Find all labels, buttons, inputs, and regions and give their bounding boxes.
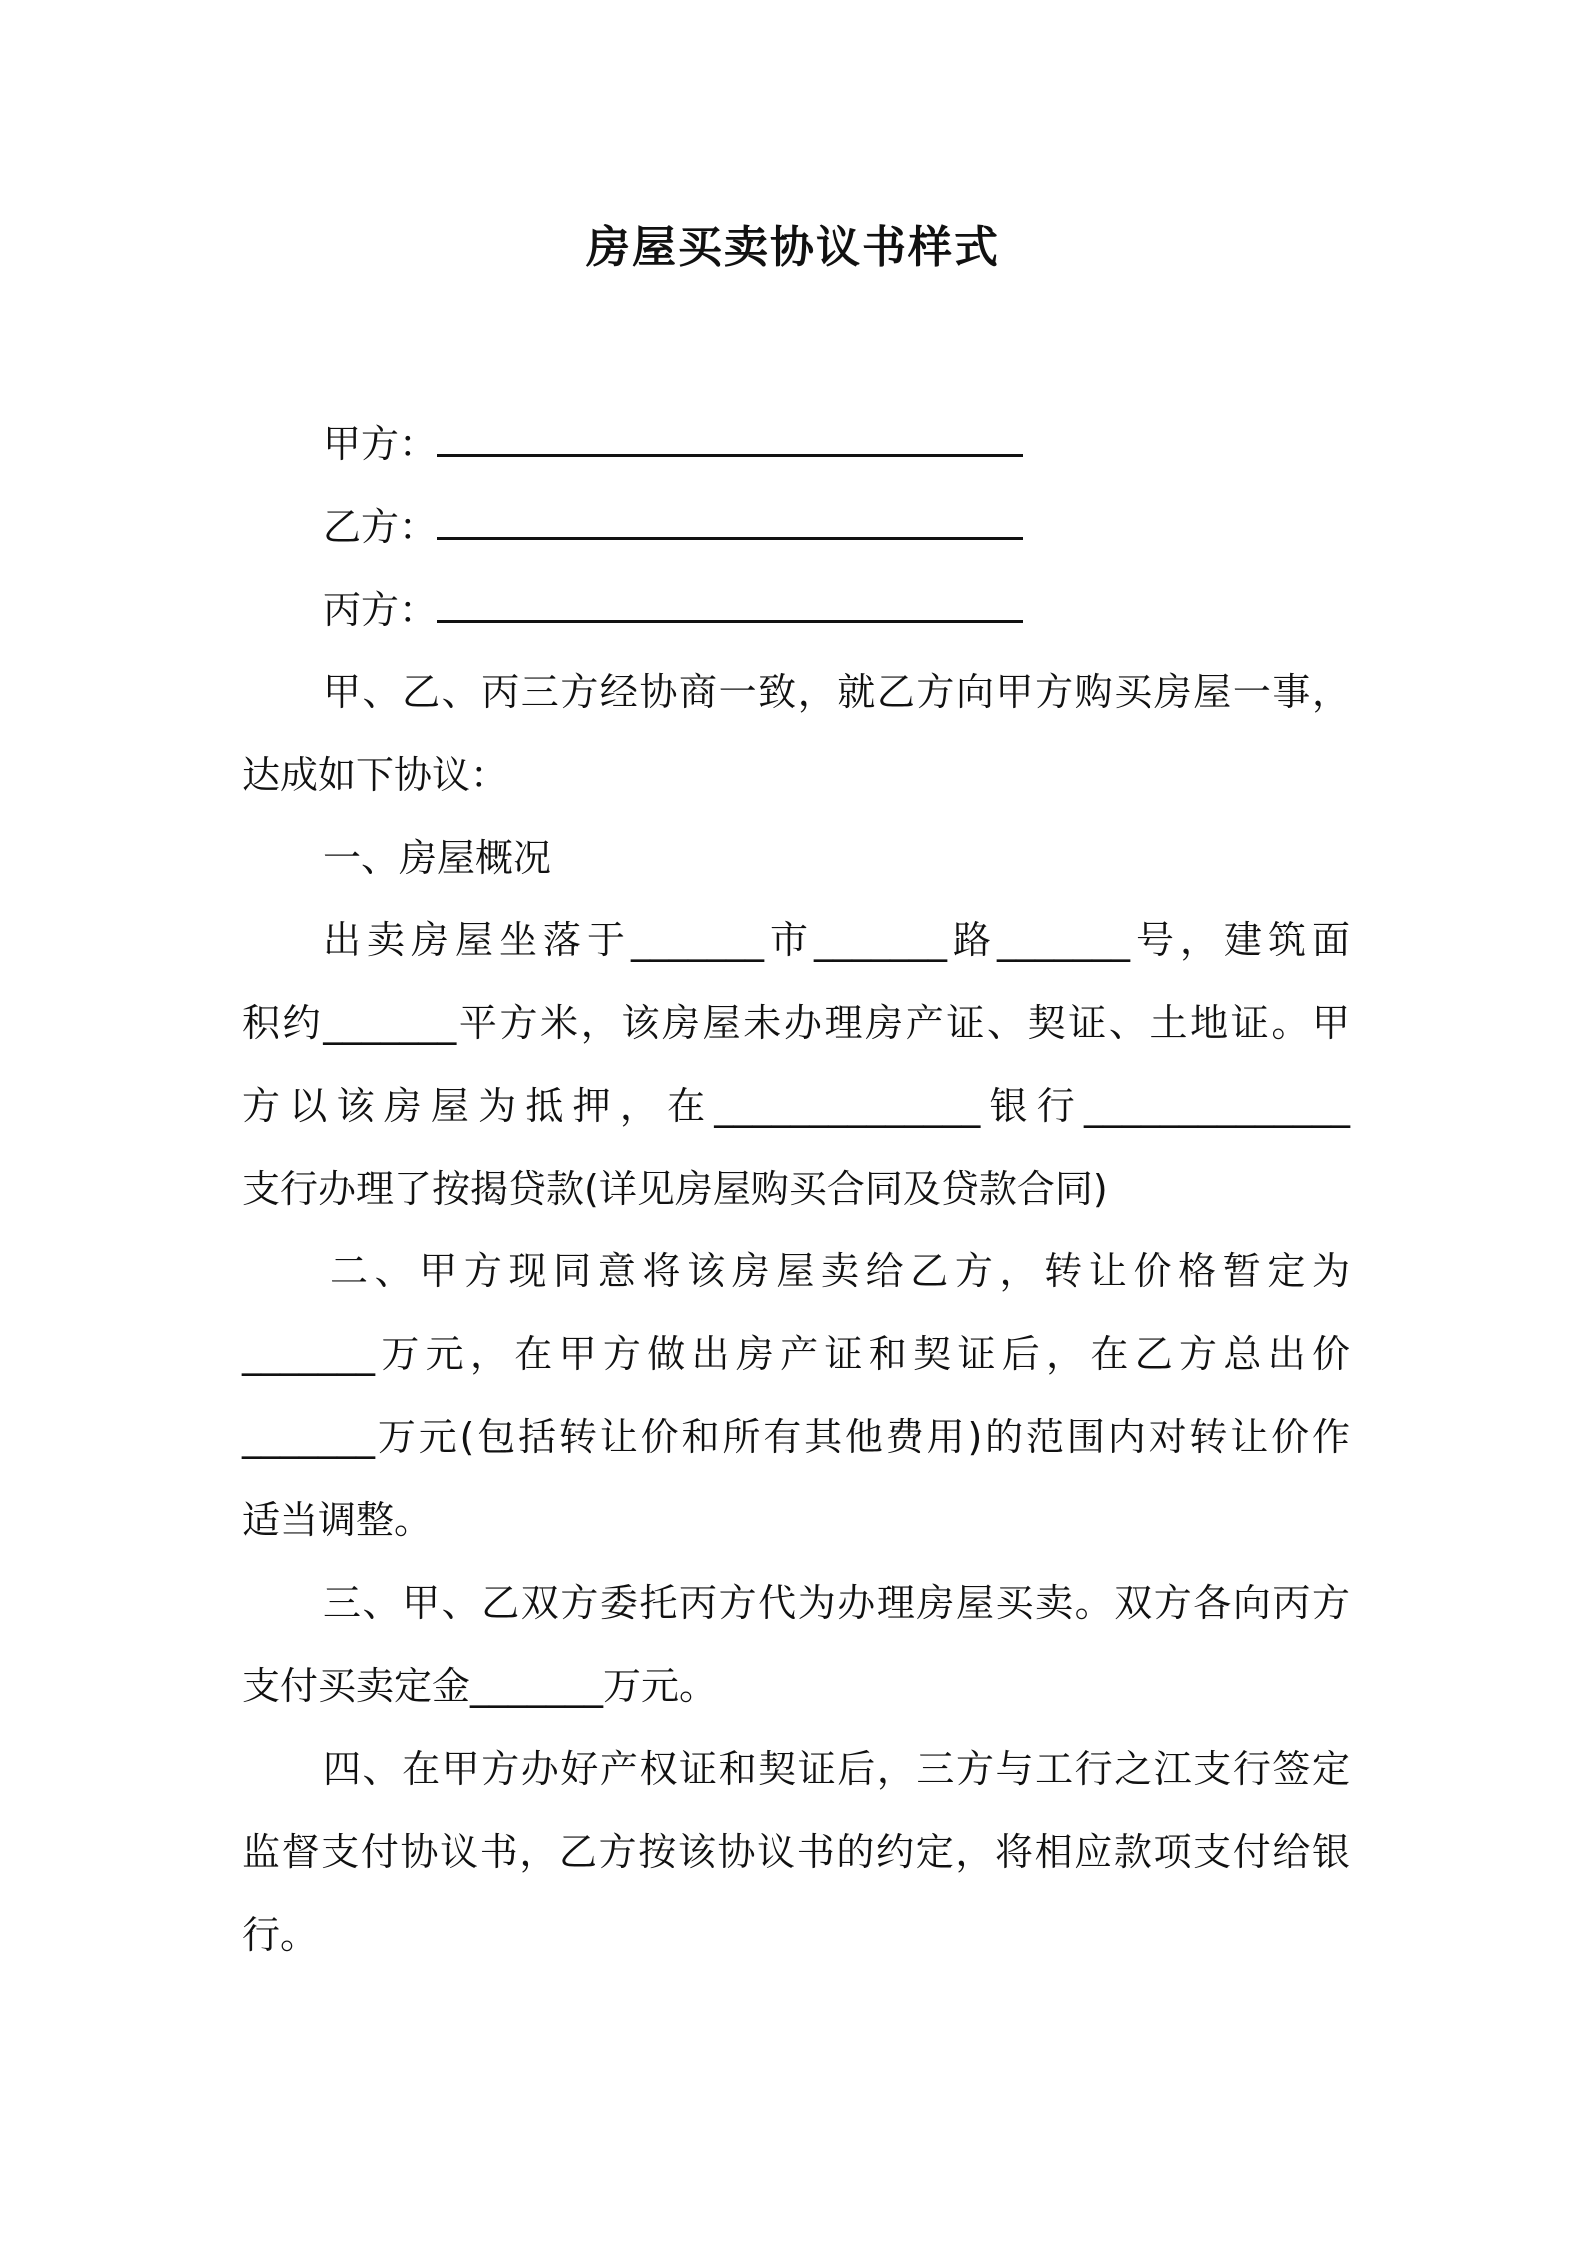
intro-line-1: 甲、乙、丙三方经协商一致，就乙方向甲方购买房屋一事， (323, 670, 1350, 714)
section-1-heading: 一、房屋概况 (323, 836, 552, 880)
section-1-line-2: 积约_______平方米，该房屋未办理房产证、契证、土地证。甲 (242, 1001, 1350, 1045)
party-a-label: 甲方： (323, 422, 438, 466)
section-4-line-2: 监督支付协议书，乙方按该协议书的约定，将相应款项支付给银 (242, 1830, 1350, 1874)
section-2-line-2: _______万元，在甲方做出房产证和契证后，在乙方总出价 (242, 1332, 1350, 1376)
party-b-blank (437, 501, 1023, 540)
section-1-line-4: 支行办理了按揭贷款(详见房屋购买合同及贷款合同) (242, 1167, 1108, 1211)
section-2-line-1: 二、甲方现同意将该房屋卖给乙方，转让价格暂定为 (330, 1249, 1350, 1293)
party-b-label: 乙方： (323, 505, 438, 549)
party-line-c (323, 584, 1023, 636)
party-line-a (323, 418, 1023, 470)
document-title: 房屋买卖协议书样式 (586, 222, 1000, 273)
party-line-b (323, 501, 1023, 553)
section-1-line-3: 方以该房屋为抵押，在______________银行______________ (242, 1084, 1350, 1128)
party-a-blank (437, 418, 1023, 457)
party-c-blank (437, 584, 1023, 623)
section-2-line-4: 适当调整。 (242, 1498, 433, 1542)
section-4-line-1: 四、在甲方办好产权证和契证后，三方与工行之江支行签定 (323, 1747, 1350, 1791)
section-3-line-2: 支付买卖定金_______万元。 (242, 1664, 718, 1708)
section-2-line-3: _______万元(包括转让价和所有其他费用)的范围内对转让价作 (242, 1415, 1350, 1459)
intro-line-2: 达成如下协议： (242, 753, 509, 797)
section-3-line-1: 三、甲、乙双方委托丙方代为办理房屋买卖。双方各向丙方 (323, 1581, 1350, 1625)
party-c-label: 丙方： (323, 588, 438, 632)
section-1-line-1: 出卖房屋坐落于_______市_______路_______号，建筑面 (323, 918, 1350, 962)
section-4-line-3: 行。 (242, 1913, 319, 1957)
